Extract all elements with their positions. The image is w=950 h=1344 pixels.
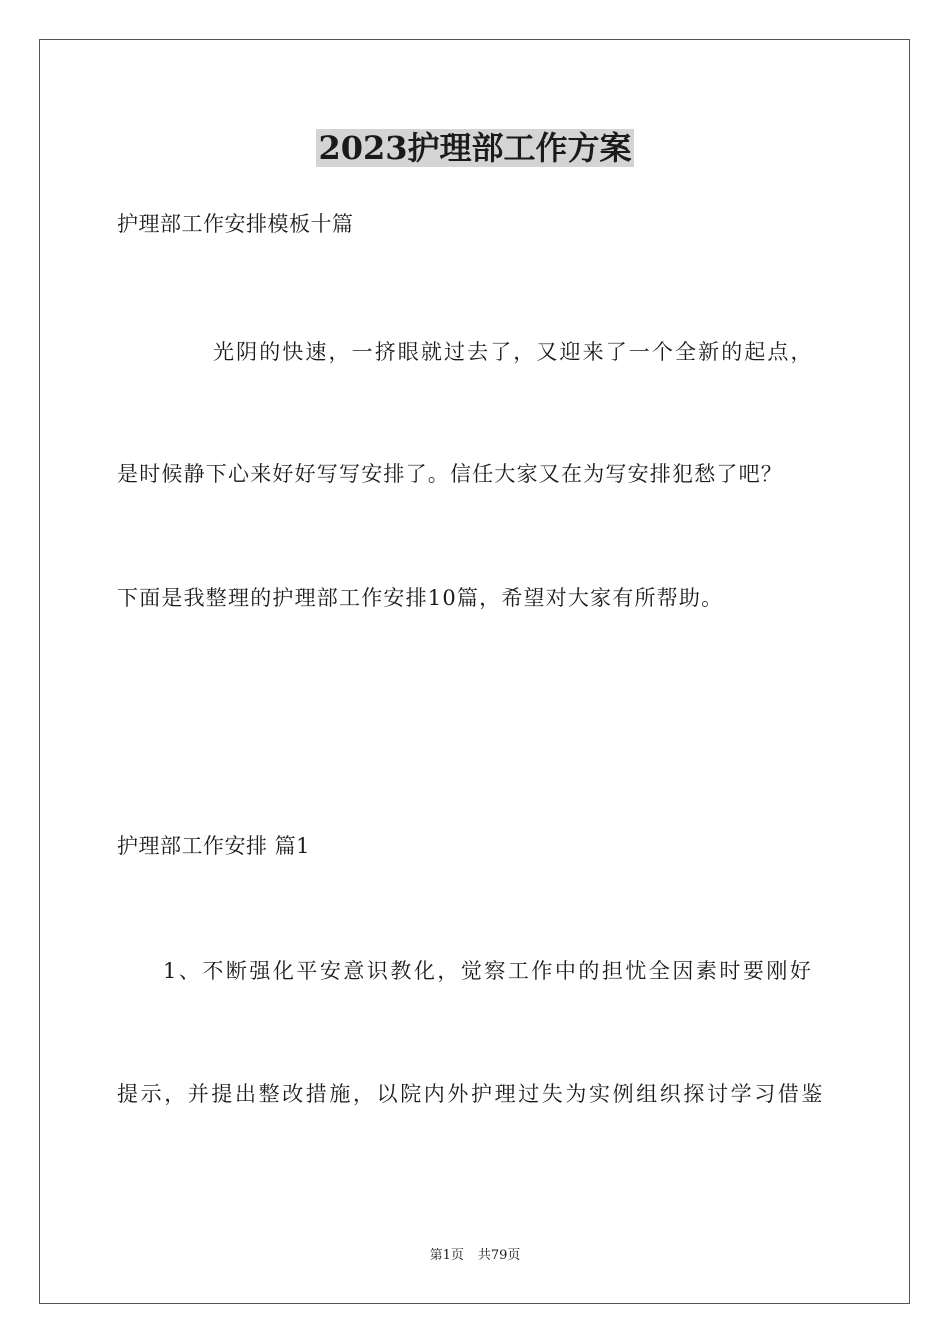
intro-line-3: 下面是我整理的护理部工作安排10篇，希望对大家有所帮助。 <box>117 586 724 610</box>
paragraph-line-2: 提示，并提出整改措施，以院内外护理过失为实例组织探讨学习借鉴 <box>117 1082 825 1106</box>
page-footer <box>0 1247 950 1265</box>
document-title-text: 2023护理部工作方案 <box>318 129 632 167</box>
paragraph-line-1: 1、不断强化平安意识教化，觉察工作中的担忧全因素时要刚好 <box>163 959 814 983</box>
document-title <box>0 126 950 170</box>
page-number: 第1页 <box>429 1248 464 1263</box>
page-total: 共79页 <box>477 1248 521 1263</box>
intro-line-2: 是时候静下心来好好写写安排了。信任大家又在为写安排犯愁了吧？ <box>117 462 783 486</box>
section-heading: 护理部工作安排 篇1 <box>117 834 311 858</box>
intro-line-1: 光阴的快速，一挤眼就过去了，又迎来了一个全新的起点， <box>213 340 814 364</box>
document-subtitle: 护理部工作安排模板十篇 <box>117 212 354 236</box>
